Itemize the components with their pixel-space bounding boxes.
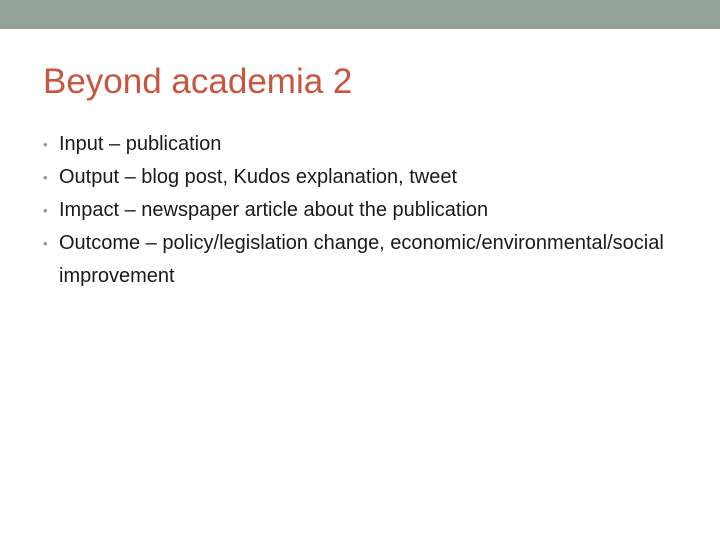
bullet-dot-icon: •: [43, 137, 48, 152]
top-accent-bar: [0, 0, 720, 29]
bullet-item-output: [43, 161, 683, 194]
bullet-dot-icon: •: [43, 236, 48, 251]
bullet-text: Impact – newspaper article about the publication: [59, 199, 489, 221]
bullet-text: Outcome – policy/legislation change, economic/environmental/social improvement: [59, 232, 664, 287]
bullet-text: Input – publication: [59, 133, 222, 155]
bullet-list: [43, 128, 683, 293]
bullet-text: Output – blog post, Kudos explanation, tweet: [59, 166, 458, 188]
bullet-item-outcome: [43, 227, 683, 293]
bullet-dot-icon: •: [43, 170, 48, 185]
bullet-dot-icon: •: [43, 203, 48, 218]
slide-title: Beyond academia 2: [43, 62, 353, 101]
bullet-item-impact: [43, 194, 683, 227]
bullet-item-input: [43, 128, 683, 161]
